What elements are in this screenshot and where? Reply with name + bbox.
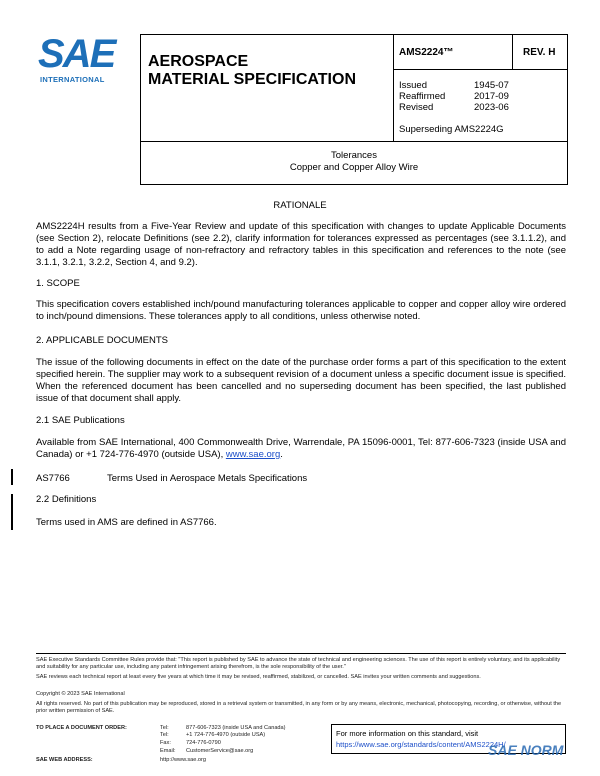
doc-number: AMS2224™ <box>399 47 454 58</box>
contact-key: Tel: <box>160 732 169 738</box>
header-title-line1: AEROSPACE <box>148 53 249 70</box>
contact-value: 877-606-7323 (inside USA and Canada) <box>186 725 286 731</box>
rationale-heading: RATIONALE <box>273 200 327 211</box>
date-revised-value: 2023-06 <box>474 102 509 113</box>
date-issued-label: Issued <box>399 80 427 91</box>
sae-publications-text <box>36 437 566 461</box>
contact-key: Tel: <box>160 725 169 731</box>
sae-publications-period: . <box>280 449 283 460</box>
scope-text: This specification covers established inch/pound manufacturing tolerances applicable to copper and copper alloy wire ordered to inch/pound dimensions. These tolerances apply to all conditions, unless otherwise noted. <box>36 299 566 322</box>
contact-value: CustomerService@sae.org <box>186 748 254 754</box>
contact-key: Fax: <box>160 740 171 746</box>
applicable-text: The issue of the following documents in effect on the date of the purchase order forms a part of this specification to the extent specified herein. The supplier may work to a subsequent revision of a document unless a specific document issue is specified. When the referenced document has been cancelled and no superseding document has been specified, the last published issue of that document shall apply. <box>36 357 566 404</box>
sae-logo-subtitle: INTERNATIONAL <box>40 75 105 84</box>
reference-title: Terms Used in Aerospace Metals Specifications <box>107 473 308 484</box>
superseding-note: Superseding AMS2224G <box>399 124 504 135</box>
sae-website-link[interactable]: www.sae.org <box>225 449 281 460</box>
footer-review: SAE reviews each technical report at least every five years at which time it may be revised, reaffirmed, stabilized, or cancelled. SAE invites your written comments and suggestions. <box>36 674 481 680</box>
order-label: TO PLACE A DOCUMENT ORDER: <box>36 725 127 731</box>
doc-title-line1: Tolerances <box>331 150 377 161</box>
date-reaffirmed-value: 2017-09 <box>474 91 509 102</box>
revision: REV. H <box>523 47 556 58</box>
contact-key: Email: <box>160 748 176 754</box>
sae-publications-body: Available from SAE International, 400 Commonwealth Drive, Warrendale, PA 15096-0001, Tel: 877-606-7323 (inside USA and Canada) or +1 724-776-4970 (outside USA), <box>36 437 566 460</box>
footer-rules: SAE Executive Standards Committee Rules provide that: "This report is published by SAE to advance the state of technical and engineering sciences. The use of this report is entirely voluntary, and its applicability and suitability for any particular use, including any patent infringement arising therefrom, is the sole responsibility of the user." <box>36 657 561 670</box>
footer-rights: All rights reserved. No part of this publication may be reproduced, stored in a retrieval system or transmitted, in any form or by any means, electronic, mechanical, photocopying, recording, or otherwise, without the prior written permission of SAE. <box>36 701 562 714</box>
definitions-text: Terms used in AMS are defined in AS7766. <box>36 517 217 528</box>
date-issued-value: 1945-07 <box>474 80 509 91</box>
applicable-heading: 2. APPLICABLE DOCUMENTS <box>36 335 168 346</box>
sae-logo: SAE <box>38 32 115 76</box>
date-reaffirmed-label: Reaffirmed <box>399 91 446 102</box>
doc-title-line2: Copper and Copper Alloy Wire <box>289 162 419 173</box>
header-title-line2: MATERIAL SPECIFICATION <box>148 71 356 88</box>
rationale-text: AMS2224H results from a Five-Year Review and update of this specification with changes to update Applicable Documents (see Section 2), relocate Definitions (see 2.2), clarify information for tolerances expressed as percentages (see 3.1.1.2), and to add a Note regarding usage of non-refractory and refractory tables in this specification and references to the note (see 3.1.1, 3.2.1, 3.2.2, Section 4, and 9.2). <box>36 221 566 268</box>
footer-divider <box>36 653 566 654</box>
watermark: SAE NORM <box>488 742 564 758</box>
web-label: SAE WEB ADDRESS: <box>36 757 93 763</box>
scope-heading: 1. SCOPE <box>36 278 80 289</box>
info-box-title: For more information on this standard, visit <box>336 729 479 738</box>
change-bar <box>11 494 13 530</box>
reference-code: AS7766 <box>36 473 70 484</box>
sae-publications-heading: 2.1 SAE Publications <box>36 415 125 426</box>
info-box-url[interactable]: https://www.sae.org/standards/content/AMS2224H/ <box>336 740 506 749</box>
footer-copyright: Copyright © 2023 SAE International <box>36 691 125 697</box>
contact-value: 724-776-0790 <box>186 740 221 746</box>
web-value: http://www.sae.org <box>160 757 207 763</box>
date-revised-label: Revised <box>399 102 434 113</box>
change-bar <box>11 469 13 485</box>
contact-value: +1 724-776-4970 (outside USA) <box>186 732 266 738</box>
definitions-heading: 2.2 Definitions <box>36 494 97 505</box>
